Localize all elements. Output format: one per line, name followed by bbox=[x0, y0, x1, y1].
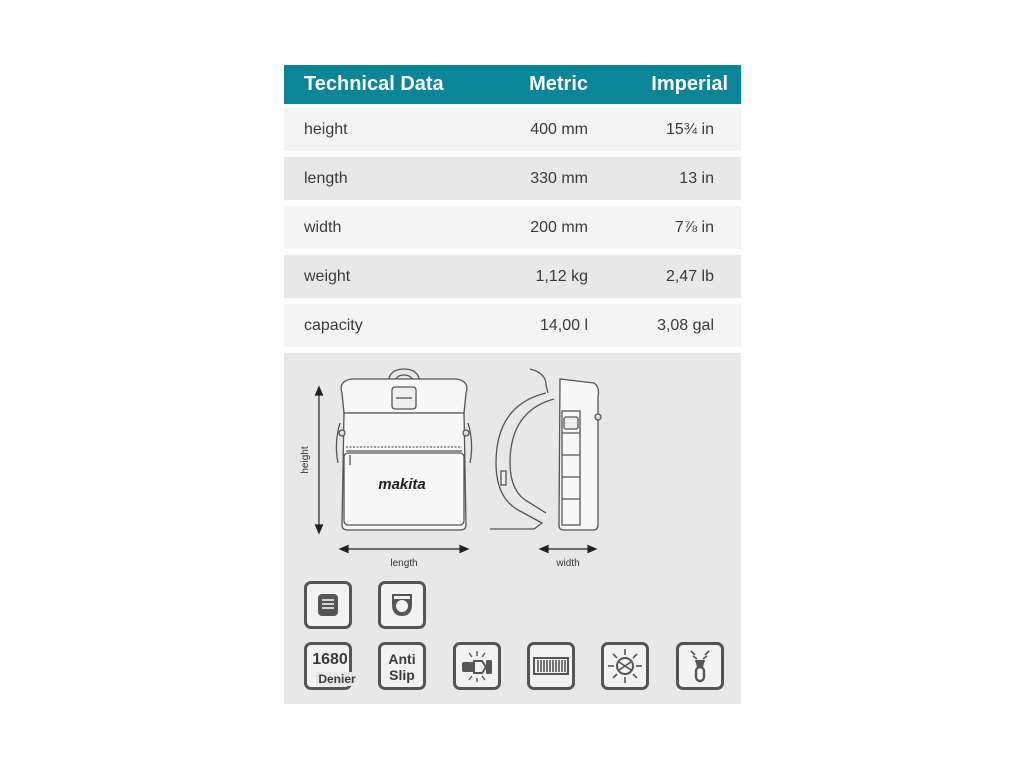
width-dimension-arrow bbox=[540, 546, 596, 553]
height-dimension-arrow bbox=[316, 387, 323, 533]
denier-word: Denier bbox=[316, 672, 358, 686]
table-row bbox=[284, 157, 741, 200]
backpack-side-view bbox=[490, 369, 601, 530]
length-dimension-arrow bbox=[340, 546, 468, 553]
table-row bbox=[284, 206, 741, 249]
anti-slip-icon bbox=[378, 642, 426, 690]
row-label: weight bbox=[304, 268, 351, 285]
webbing-strap-icon bbox=[527, 642, 575, 690]
row-imperial: 3,08 gal bbox=[657, 317, 714, 334]
row-label: width bbox=[304, 219, 342, 236]
row-imperial: 13 in bbox=[679, 170, 714, 187]
backpack-front-view bbox=[336, 369, 471, 530]
water-resistant-icon bbox=[601, 642, 649, 690]
header-title: Technical Data bbox=[304, 73, 444, 95]
product-figure-panel bbox=[284, 353, 741, 704]
header-metric: Metric bbox=[529, 73, 588, 95]
table-row bbox=[284, 304, 741, 347]
padded-back-panel-icon bbox=[304, 581, 352, 629]
row-imperial: 7⅞ in bbox=[674, 219, 714, 236]
brand-logo: makita bbox=[378, 476, 426, 493]
row-metric: 1,12 kg bbox=[535, 268, 588, 285]
length-label: length bbox=[390, 558, 418, 569]
row-metric: 330 mm bbox=[530, 170, 588, 187]
backpack-dimension-drawing bbox=[284, 353, 741, 573]
height-label: height bbox=[300, 446, 311, 474]
anti-slip-line1: Anti bbox=[388, 651, 416, 667]
zipper-icon bbox=[676, 642, 724, 690]
row-imperial: 15¾ in bbox=[665, 121, 714, 138]
row-imperial: 2,47 lb bbox=[665, 268, 714, 285]
row-label: length bbox=[304, 170, 348, 187]
technical-data-sheet bbox=[284, 65, 741, 704]
row-label: height bbox=[304, 121, 348, 138]
header-imperial: Imperial bbox=[651, 73, 728, 95]
reflective-buckle-icon bbox=[453, 642, 501, 690]
width-label: width bbox=[556, 558, 580, 569]
table-row bbox=[284, 255, 741, 298]
anti-slip-line2: Slip bbox=[389, 667, 415, 683]
row-metric: 200 mm bbox=[530, 219, 588, 236]
table-row bbox=[284, 108, 741, 151]
table-header bbox=[284, 65, 741, 104]
row-metric: 400 mm bbox=[530, 121, 588, 138]
row-metric: 14,00 l bbox=[539, 317, 588, 334]
row-label: capacity bbox=[304, 317, 363, 334]
shoulder-strap-icon bbox=[378, 581, 426, 629]
1680-denier-icon bbox=[304, 642, 356, 690]
denier-number: 1680 bbox=[312, 651, 348, 668]
